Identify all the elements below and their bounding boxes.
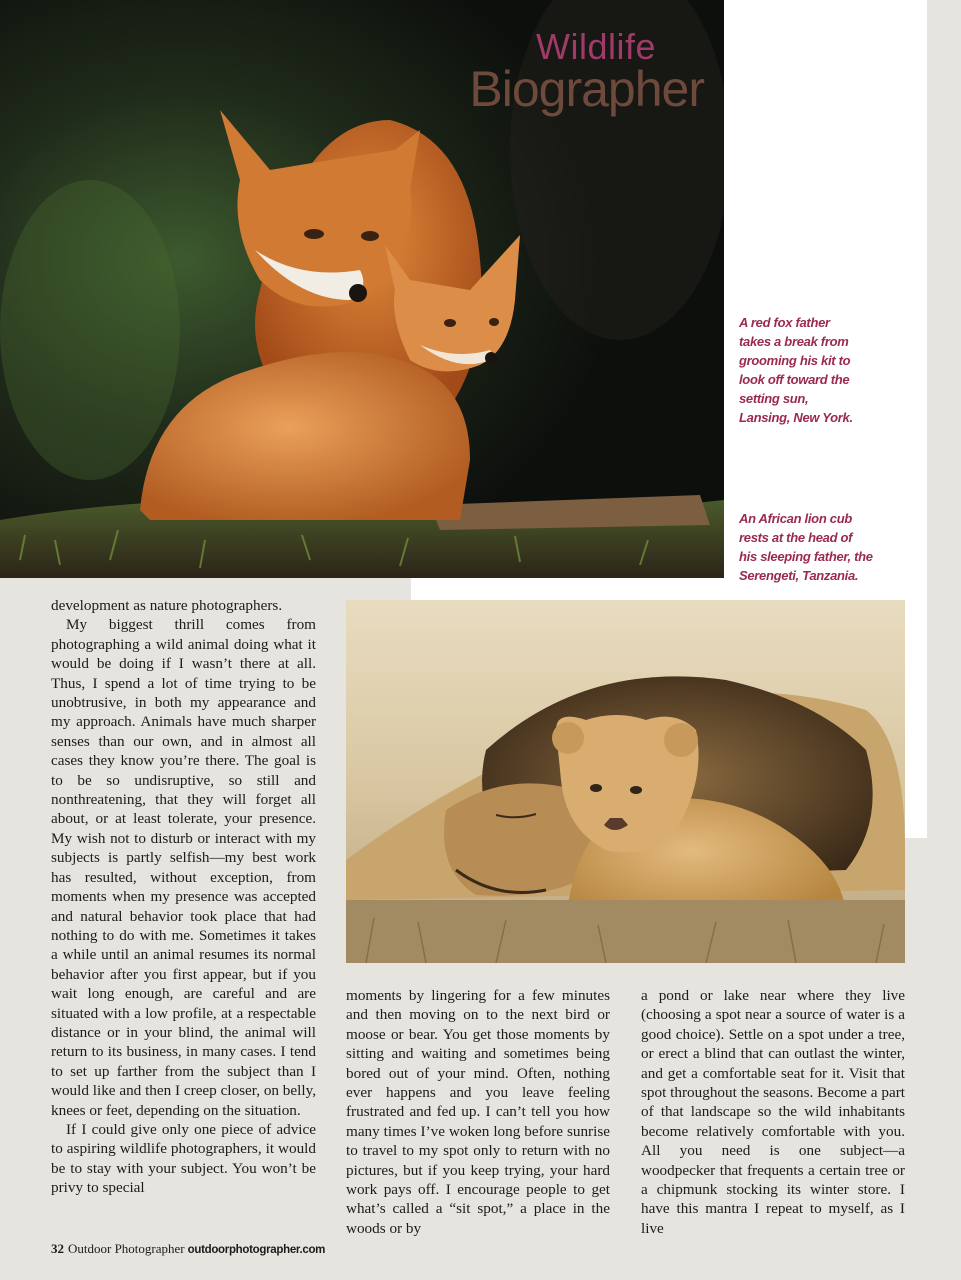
caption-line: takes a break from — [739, 334, 849, 349]
caption-line: A red fox father — [739, 315, 830, 330]
fox-photo-caption — [739, 313, 909, 427]
caption-line: Serengeti, Tanzania. — [739, 568, 859, 583]
fox-photo — [0, 0, 724, 578]
page-footer — [51, 1241, 325, 1257]
body-column-2 — [346, 986, 610, 1238]
caption-line: his sleeping father, the — [739, 549, 873, 564]
caption-line: rests at the head of — [739, 530, 853, 545]
body-paragraph: My biggest thrill comes from photographing a wild animal doing what it would be doing if I wasn’t there at all. Thus, I spend a lot of time trying to be unobtrusive, in both my appearance and my approach. Animals have much sharper senses than our own, and in almost all cases they know you’re there. The goal is to be so undisruptive, so still and nonthreatening, that they will forget all about, or at least tolerate, your presence. My wish not to disturb or interact with my subjects is partly selfish—my best work has resulted, without exception, from moments when my presence was accepted and natural behavior took place that had nothing to do with me. Sometimes it takes a while until an animal resumes its normal behavior after you first appear, but if you wait long enough, are careful and are situated with a low profile, at a respectable distance or in your blind, the animal will return to its business, in many cases. I tend to set up farther from the subject than I would like and then I creep closer, on belly, knees or feet, depending on the situation. — [51, 616, 316, 1119]
magazine-name: Outdoor Photographer — [68, 1241, 185, 1256]
body-column-1 — [51, 596, 316, 1198]
lion-photo — [346, 600, 905, 963]
page-number: 32 — [51, 1241, 64, 1256]
magazine-url[interactable]: outdoorphotographer.com — [187, 1244, 326, 1256]
body-paragraph: a pond or lake near where they live (choosing a spot near a source of water is a good choice). Settle on a spot under a tree, or erect a blind that can outlast the winter, and get a comfortable seat for it. Visit that spot throughout the seasons. Become a part of that landscape so the wild inhabitants become relatively comfortable with you. All you need is one subject—a woodpecker that frequents a certain tree or a chipmunk stocking its winter store. I have this mantra I repeat to myself, as I live — [641, 987, 905, 1237]
caption-line: Lansing, New York. — [739, 410, 853, 425]
caption-line: grooming his kit to — [739, 353, 851, 368]
article-headline — [469, 26, 704, 117]
body-column-3 — [641, 986, 905, 1238]
headline-line-2: Biographer — [469, 61, 704, 117]
headline-line-1: Wildlife — [535, 26, 656, 67]
caption-line: look off toward the — [739, 372, 850, 387]
body-paragraph: If I could give only one piece of advice to aspiring wildlife photographers, it would be to stay with your subject. You won’t be privy to special — [51, 1120, 316, 1197]
body-paragraph: moments by lingering for a few minutes and then moving on to the next bird or moose or bear. You get those moments by sitting and waiting and sometimes being bored out of your mind. Often, nothing ever happens and you leave feeling frustrated and fed up. I can’t tell you how many times I’ve woken long before sunrise to travel to my spot only to return with no pictures, but if you keep trying, your hard work pays off. I encourage people to get what’s called a “sit spot,” a place in the woods or by — [346, 987, 610, 1237]
caption-line: An African lion cub — [739, 511, 852, 526]
lion-photo-caption — [739, 509, 909, 585]
caption-line: setting sun, — [739, 391, 809, 406]
body-paragraph: development as nature photographers. — [51, 597, 283, 614]
